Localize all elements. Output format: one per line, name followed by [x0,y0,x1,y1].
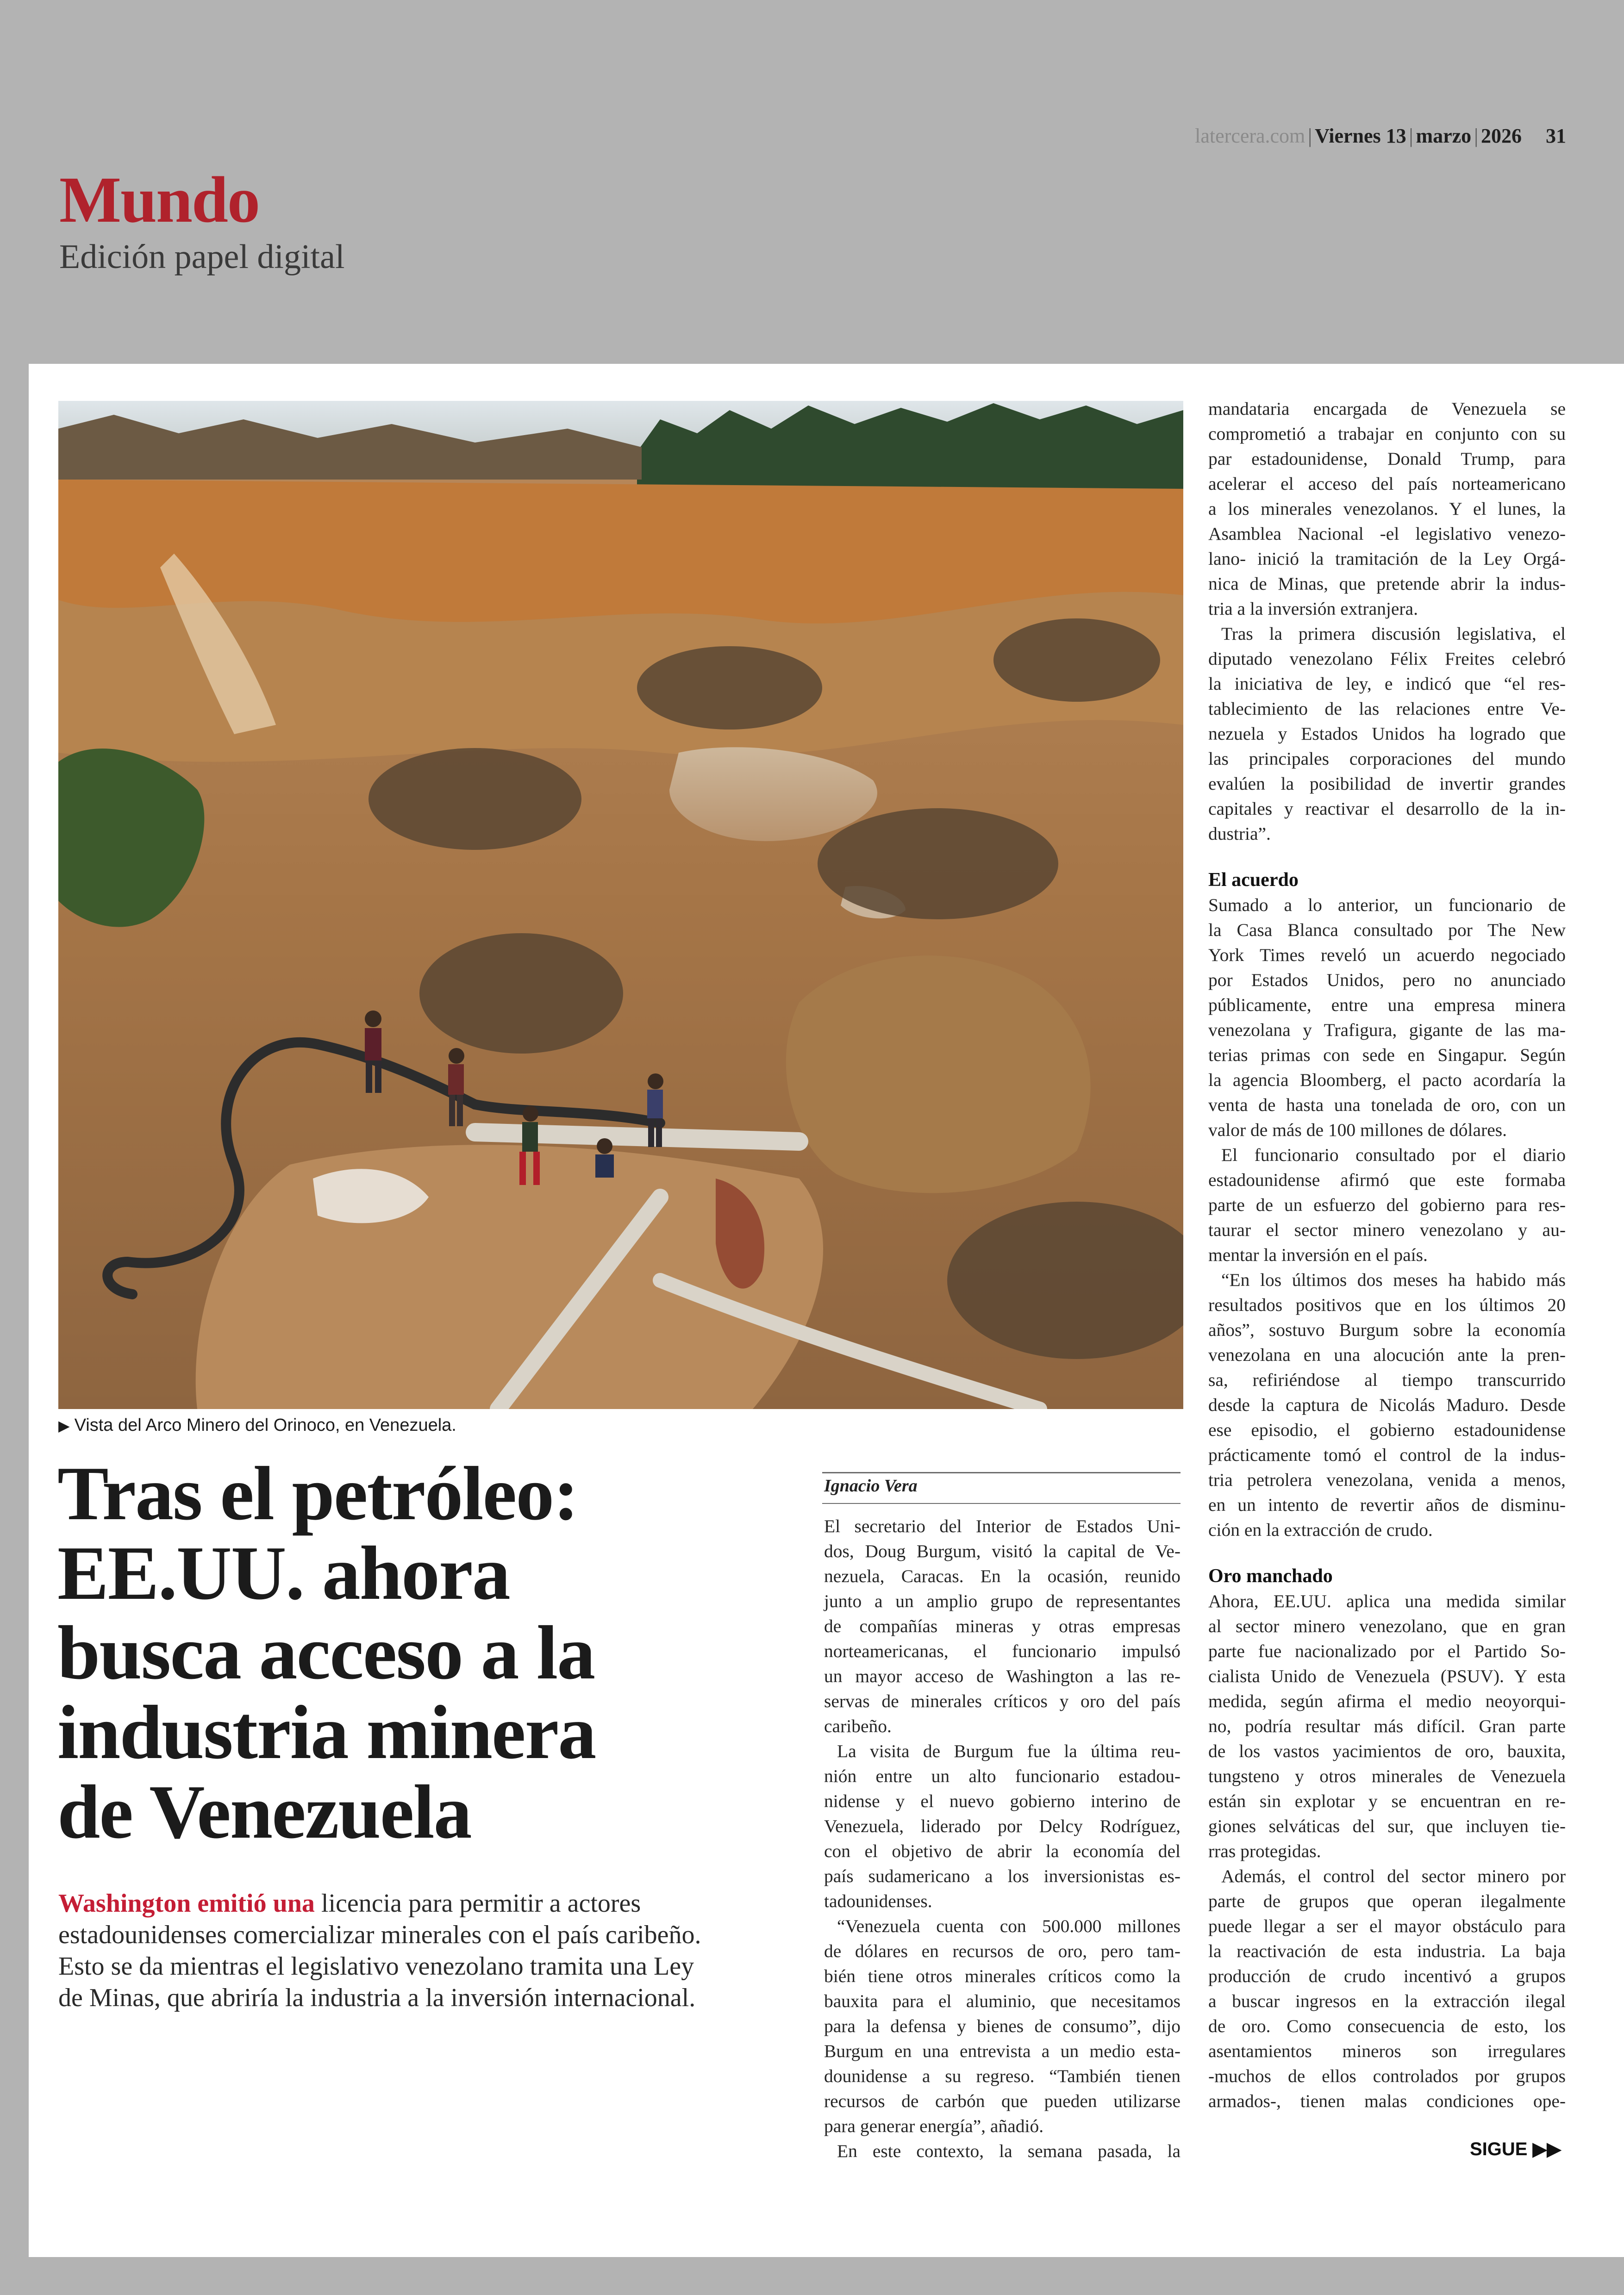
body-line: de compañías mineras y otras empresas [824,1616,1181,1636]
lede-line: estadounidenses comercializar minerales con el país caribeño. [58,1921,701,1949]
headline-line: de Venezuela [57,1769,471,1854]
body-line: de oro. Como consecuencia de esto, los [1208,2016,1566,2036]
headline-line: busca acceso a la [57,1610,595,1695]
body-line: la iniciativa de ley, e indicó que “el res- [1208,674,1566,694]
body-line: La visita de Burgum fue la última reu- [837,1741,1181,1761]
body-line: El funcionario consultado por el diario [1221,1145,1566,1165]
body-line: rras protegidas. [1208,1841,1321,1861]
body-line: comprometió a trabajar en conjunto con su [1208,424,1566,444]
body-line: de los vastos yacimientos de oro, bauxita, [1208,1741,1566,1761]
body-line: en un intento de revertir años de disminu- [1208,1495,1566,1515]
headline-line: industria minera [57,1690,596,1775]
body-line: medida, según afirma el medio neoyorqui- [1208,1691,1566,1711]
continue-marker: SIGUE ▶▶ [1470,2139,1562,2159]
headline-line: Tras el petróleo: [57,1451,578,1536]
body-line: al sector minero venezolano, que en gran [1208,1616,1566,1636]
body-line: nión entre un alto funcionario estadou- [824,1766,1181,1786]
body-line: producción de crudo incentivó a grupos [1208,1966,1566,1986]
body-column-middle [824,1514,1181,2164]
headline-line: EE.UU. ahora [57,1530,510,1615]
body-line: ese episodio, el gobierno estadounidense [1208,1420,1566,1440]
body-line: lano- inició la tramitación de la Ley Orgá- [1208,549,1566,569]
body-line: nica de Minas, que pretende abrir la indus- [1208,574,1566,594]
body-line: nidense y el nuevo gobierno interino de [824,1791,1181,1811]
site-name: latercera.com [1195,125,1305,147]
body-line: valor de más de 100 millones de dólares. [1208,1120,1507,1140]
body-line: parte fue nacionalizado por el Partido So- [1208,1641,1566,1661]
body-line: para generar energía”, añadió. [824,2116,1044,2136]
body-line: públicamente, entre una empresa minera [1208,995,1566,1015]
body-line: a buscar ingresos en la extracción ilegal [1208,1991,1566,2011]
body-line: bién tiene otros minerales críticos como la [824,1966,1181,1986]
body-line: prácticamente tomó el control de la indus- [1208,1445,1566,1465]
body-line: tria a la inversión extranjera. [1208,599,1418,619]
body-line: El secretario del Interior de Estados Uni- [824,1516,1181,1536]
body-line: nezuela, Caracas. En la ocasión, reunido [824,1566,1181,1586]
caption-text: Vista del Arco Minero del Orinoco, en Venezuela. [74,1416,456,1435]
body-line: junto a un amplio grupo de representantes [824,1591,1181,1611]
body-line: país sudamericano a los inversionistas es- [824,1866,1181,1886]
body-line: tablecimiento de las relaciones entre Ve- [1208,698,1566,719]
edition-label: Edición papel digital [59,238,345,276]
date-day: Viernes 13 [1315,125,1406,147]
lede-lead-in: Washington emitió una [58,1889,315,1918]
body-line: venezolana en una alocución ante la pren- [1208,1345,1566,1365]
body-line: caribeño. [824,1716,892,1736]
body-line: años”, sostuvo Burgum sobre la economía [1208,1320,1566,1340]
body-line: Ahora, EE.UU. aplica una medida similar [1208,1591,1566,1611]
body-line: acelerar el acceso del país norteamericano [1208,474,1566,494]
body-line: Asamblea Nacional -el legislativo venezo- [1208,524,1566,544]
body-line: taurar el sector minero venezolano y au- [1208,1220,1566,1240]
body-line: las principales corporaciones del mundo [1208,748,1566,769]
subhead-el-acuerdo: El acuerdo [1208,869,1299,891]
subhead-oro-manchado: Oro manchado [1208,1565,1333,1587]
photo-caption [58,1416,456,1435]
body-line: la Casa Blanca consultado por The New [1208,920,1566,940]
body-line: terias primas con sede en Singapur. Según [1208,1045,1566,1065]
body-line: por Estados Unidos, pero no anunciado [1208,970,1566,990]
body-line: a los minerales venezolanos. Y el lunes, la [1208,499,1566,519]
body-line: dounidense a su regreso. “También tienen [824,2066,1181,2086]
body-line: nezuela y Estados Unidos ha logrado que [1208,723,1566,744]
body-line: están sin explotar y se encuentran en re- [1208,1791,1566,1811]
body-line: un mayor acceso de Washington a las re- [824,1666,1181,1686]
dateline: latercera.com | Viernes 13 | marzo | 2026 31 [1195,125,1566,147]
body-line: sa, refiriéndose al tiempo transcurrido [1208,1370,1566,1390]
body-line: para la defensa y bienes de consumo”, dijo [824,2016,1181,2036]
lede-line: Esto se da mientras el legislativo venezolano tramita una Ley [58,1952,694,1981]
body-line: tadounidenses. [824,1891,932,1911]
body-line: mandataria encargada de Venezuela se [1208,399,1566,419]
body-line: -muchos de ellos controlados por grupos [1208,2066,1566,2086]
body-line: estadounidense afirmó que este formaba [1208,1170,1566,1190]
body-line: norteamericanas, el funcionario impulsó [824,1641,1181,1661]
byline-rule-bottom [822,1503,1181,1504]
body-line: la agencia Bloomberg, el pacto acordaría la [1208,1070,1566,1090]
mining-scene-illustration [58,401,1183,1409]
body-line: con el objetivo de abrir la economía del [824,1841,1181,1861]
body-line: venezolana y Trafigura, gigante de las ma- [1208,1020,1566,1040]
body-line: de dólares en recursos de oro, pero tam- [824,1941,1181,1961]
mining-photo [58,401,1183,1409]
body-line: “Venezuela cuenta con 500.000 millones [837,1916,1181,1936]
date-month: marzo [1416,125,1472,147]
byline-rule-top [822,1472,1181,1473]
caption-arrow-icon: ▶ [58,1417,70,1434]
body-line: venta de hasta una tonelada de oro, con un [1208,1095,1566,1115]
body-line: puede llegar a ser el mayor obstáculo para [1208,1916,1566,1936]
body-line: asentamientos mineros son irregulares [1208,2041,1566,2061]
body-line: giones selváticas del sur, que incluyen tie- [1208,1816,1566,1836]
body-line: Además, el control del sector minero por [1221,1866,1566,1886]
lede-line: de Minas, que abriría la industria a la inversión internacional. [58,1983,696,2012]
body-line: bauxita para el aluminio, que necesitamos [824,1991,1181,2011]
body-line: Sumado a lo anterior, un funcionario de [1208,895,1566,915]
body-line: York Times reveló un acuerdo negociado [1208,945,1566,965]
body-line: resultados positivos que en los últimos 20 [1208,1295,1566,1315]
article-headline [57,1453,826,1852]
body-line: Burgum en una entrevista a un medio esta- [824,2041,1181,2061]
body-line: diputado venezolano Félix Freites celebró [1208,649,1566,669]
body-line: tria petrolera venezolana, venida a menos, [1208,1470,1566,1490]
body-line: armados-, tienen malas condiciones ope- [1208,2091,1566,2111]
section-title: Mundo [59,163,259,236]
body-line: cialista Unido de Venezuela (PSUV). Y esta [1208,1666,1566,1686]
article-lede [58,1888,808,2014]
body-line: dos, Doug Burgum, visitó la capital de Ve- [824,1541,1181,1561]
body-line: Tras la primera discusión legislativa, el [1221,624,1566,644]
date-year: 2026 [1481,125,1522,147]
body-line: parte de un esfuerzo del gobierno para res- [1208,1195,1566,1215]
body-line: mentar la inversión en el país. [1208,1245,1428,1265]
body-line: recursos de carbón que pueden utilizarse [824,2091,1181,2111]
body-line: En este contexto, la semana pasada, la [837,2141,1181,2161]
body-line: “En los últimos dos meses ha habido más [1221,1270,1566,1290]
lede-line: licencia para permitir a actores [314,1889,641,1918]
body-line: desde la captura de Nicolás Maduro. Desde [1208,1395,1566,1415]
body-line: capitales y reactivar el desarrollo de la in- [1208,798,1566,819]
body-line: servas de minerales críticos y oro del país [824,1691,1181,1711]
body-line: no, podría resultar más difícil. Gran parte [1208,1716,1566,1736]
body-line: par estadounidense, Donald Trump, para [1208,449,1566,469]
body-line: evalúen la posibilidad de invertir grandes [1208,773,1566,794]
page-number: 31 [1546,125,1566,147]
body-column-right [1208,396,1566,2114]
body-line: tungsteno y otros minerales de Venezuela [1208,1766,1566,1786]
body-line: parte de grupos que operan ilegalmente [1208,1891,1566,1911]
body-line: dustria”. [1208,823,1271,844]
body-line: Venezuela, liderado por Delcy Rodríguez, [824,1816,1181,1836]
body-line: la reactivación de esta industria. La baja [1208,1941,1566,1961]
body-line: ción en la extracción de crudo. [1208,1520,1433,1540]
byline: Ignacio Vera [824,1476,918,1496]
